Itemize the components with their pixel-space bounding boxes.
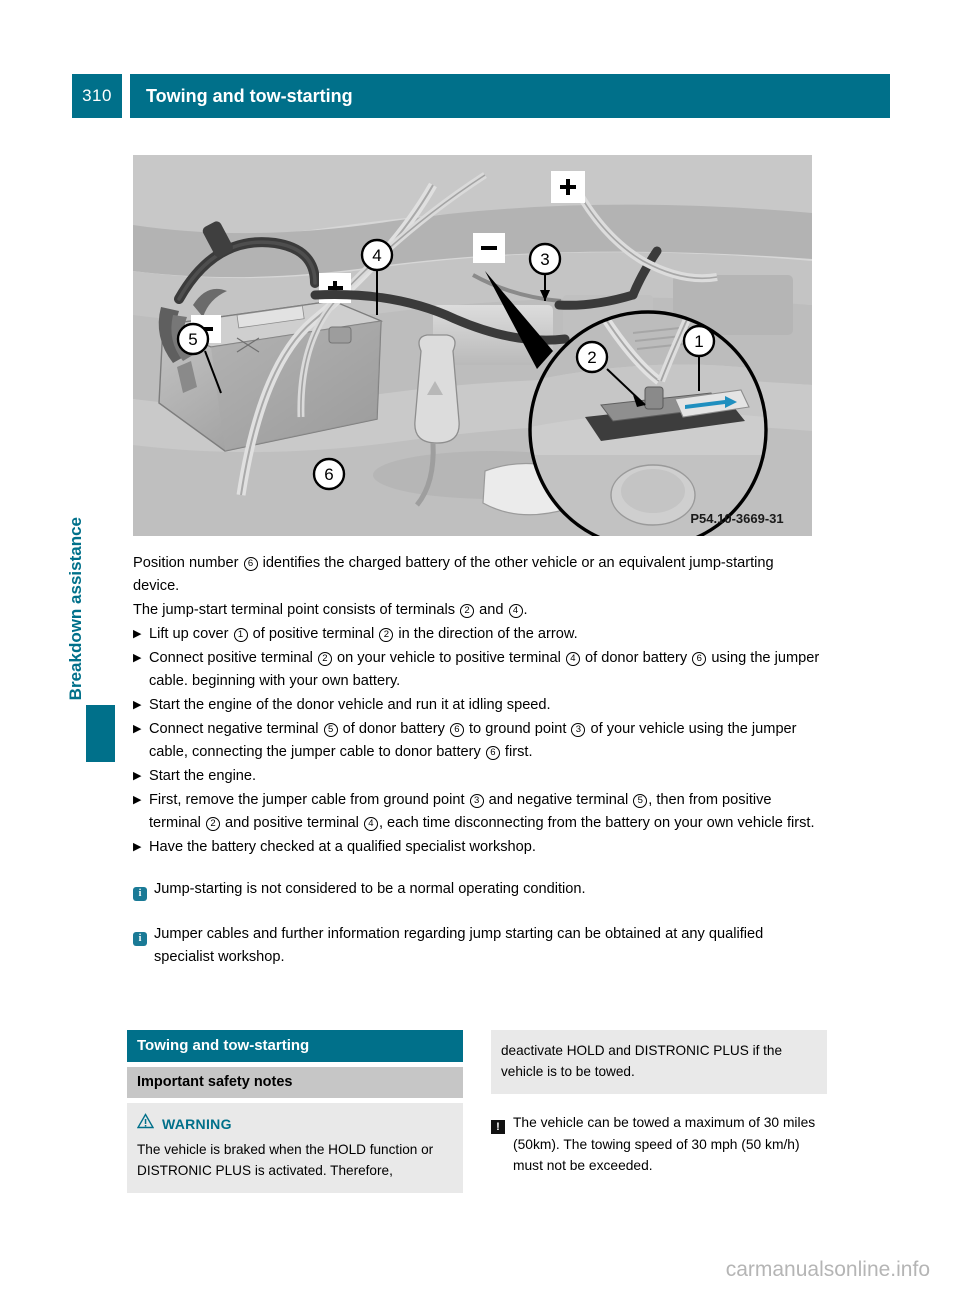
warning-triangle-icon [137,1113,154,1135]
svg-text:4: 4 [372,246,382,265]
svg-text:5: 5 [188,330,198,349]
instruction-step [133,623,823,646]
callout-ref: 2 [379,628,393,642]
callout-ref: 3 [470,794,484,808]
intro-1-text-b: identifies the charged battery of the other vehicle or an equivalent jump-starting device. [133,555,774,594]
instruction-step [133,789,823,835]
step-bullet-icon: ▶ [133,841,142,853]
callout-ref: 5 [324,723,338,737]
chapter-tab [62,430,90,700]
step-text: Have the battery checked at a qualified specialist workshop. [149,839,536,855]
intro-paragraph-1 [133,552,823,598]
step-text: Start the engine. [149,768,257,784]
section-title: Towing and tow-starting [127,1030,463,1062]
callout-ref: 4 [364,817,378,831]
callout-ref: 6 [486,746,500,760]
callout-ref: 5 [633,794,647,808]
instruction-step [133,647,823,693]
jump-start-figure [133,155,812,536]
section-subtitle: Important safety notes [127,1067,463,1098]
step-bullet-icon: ▶ [133,770,142,782]
instruction-step [133,836,823,859]
step-bullet-icon: ▶ [133,723,142,735]
info-note [133,878,823,904]
callout-ref: 4 [566,652,580,666]
instruction-step [133,718,823,764]
callout-6 [314,459,344,489]
svg-text:1: 1 [694,332,704,351]
instruction-step [133,765,823,788]
chapter-tab-label: Breakdown assistance [66,516,85,700]
step-bullet-icon: ▶ [133,628,142,640]
warning-box [127,1103,463,1193]
intro-2-text-b: and [475,602,508,618]
step-bullet-icon: ▶ [133,794,142,806]
callout-ref-6: 6 [244,557,258,571]
callout-ref-2: 2 [460,604,474,618]
info-note-text: Jumper cables and further information regarding jump starting can be obtained at any qualified specialist workshop. [154,926,764,965]
warning-label: WARNING [162,1115,232,1132]
warning-text: The vehicle is braked when the HOLD function or DISTRONIC PLUS is activated. Therefore, [137,1142,434,1178]
polarity-minus-right [473,233,505,263]
callout-ref-4: 4 [509,604,523,618]
svg-text:6: 6 [324,465,334,484]
right-column [491,1030,827,1177]
notice-text: The vehicle can be towed a maximum of 30 miles (50km). The towing speed of 30 mph (50 km/h) must not be exceeded. [513,1115,816,1173]
notice-note [491,1112,827,1177]
info-icon: i [133,878,154,904]
page-title: Towing and tow-starting [130,74,890,118]
callout-ref: 2 [318,652,332,666]
polarity-plus-right [551,171,585,203]
svg-text:2: 2 [587,348,597,367]
callout-1 [684,326,714,356]
callout-2 [577,342,607,372]
warning-header [137,1113,453,1135]
step-text: Lift up cover 1 of positive terminal 2 in the direction of the arrow. [149,626,578,642]
site-watermark: carmanualsonline.info [725,1258,930,1281]
step-text: Connect negative terminal 5 of donor battery 6 to ground point 3 of your vehicle using the jumper cable, connecting the jumper cable to donor battery 6 first. [149,721,797,760]
step-text: First, remove the jumper cable from ground point 3 and negative terminal 5 , then from positive terminal 2 and positive terminal 4 , each time disconnecting from the battery on your own vehicle first. [149,792,815,831]
info-note [133,923,823,969]
callout-5 [178,324,208,354]
instruction-step [133,694,823,717]
intro-2-text-c: . [523,602,528,618]
engine-bay-illustration [133,155,812,536]
step-text: Start the engine of the donor vehicle and run it at idling speed. [149,697,551,713]
info-note-text: Jump-starting is not considered to be a normal operating condition. [154,881,586,897]
callout-ref: 1 [234,628,248,642]
callout-ref: 6 [450,723,464,737]
exclamation-box-icon: ! [491,1112,513,1177]
page-number: 310 [72,74,122,118]
instructions-body [133,552,823,969]
intro-1-text-a: Position number [133,555,243,571]
figure-photo-code: P54.10-3669-31 [690,511,784,526]
callout-ref: 2 [206,817,220,831]
callout-ref: 3 [571,723,585,737]
step-text: Connect positive terminal 2 on your vehicle to positive terminal 4 of donor battery 6 using the jumper cable. beginning with your own battery. [149,650,820,689]
page-header [72,74,890,118]
intro-2-text-a: The jump-start terminal point consists of terminals [133,602,460,618]
callout-4 [362,240,392,270]
callout-3 [530,244,560,274]
warning-continuation-box: deactivate HOLD and DISTRONIC PLUS if the vehicle is to be towed. [491,1030,827,1094]
left-column [127,1030,463,1193]
info-icon: i [133,923,154,969]
chapter-tab-marker [86,705,115,762]
intro-paragraph-2 [133,599,823,622]
callout-ref: 6 [692,652,706,666]
step-bullet-icon: ▶ [133,699,142,711]
svg-text:3: 3 [540,250,550,269]
step-bullet-icon: ▶ [133,652,142,664]
